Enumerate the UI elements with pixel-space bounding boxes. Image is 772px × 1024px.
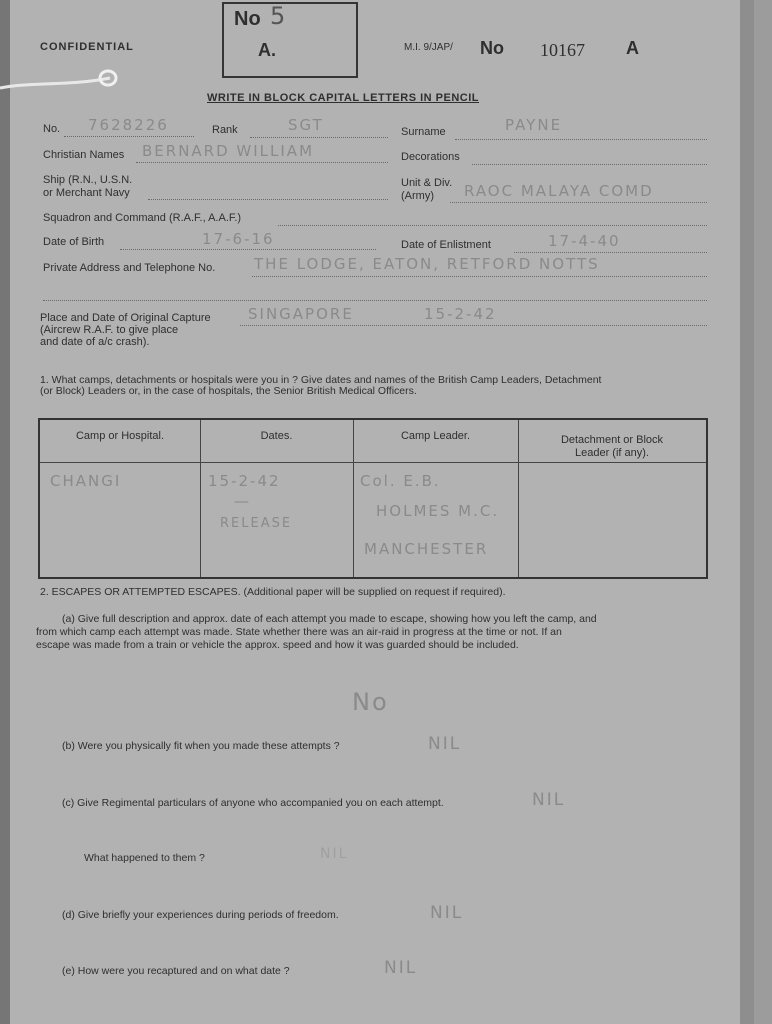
dates-from-value: 15-2-42 [208, 472, 281, 490]
ship-label: Ship (R.N., U.S.N. [43, 174, 133, 186]
surname-value: PAYNE [505, 116, 563, 134]
question-2a-line-2: from which camp each attempt was made. State whether there was an air-raid in progress at the time or not. If an [36, 626, 562, 638]
capture-aircrew-label: (Aircrew R.A.F. to give place [40, 324, 179, 336]
capture-line [240, 325, 707, 326]
question-1-line-2: (or Block) Leaders or, in the case of hospitals, the Senior British Medical Officers. [40, 385, 417, 397]
confidential-marking: CONFIDENTIAL [40, 41, 134, 53]
header-camp-or-hospital: Camp or Hospital. [75, 430, 165, 442]
question-2a-line-1: (a) Give full description and approx. date of each attempt you made to escape, showing how you left the camp, and [62, 613, 597, 625]
no-label: No. [43, 123, 61, 135]
answer-2e: NIL [384, 958, 418, 978]
squadron-line [278, 225, 707, 226]
address-line-2 [43, 300, 707, 301]
capture-date-value: 15-2-42 [424, 305, 497, 323]
answer-2a: No [352, 688, 389, 716]
table-header-rule [40, 462, 706, 463]
stamp-label-no: No [234, 8, 261, 30]
header-dates: Dates. [260, 430, 293, 442]
ship-line [148, 199, 388, 200]
answer-2b: NIL [428, 734, 462, 754]
leader-value-3: MANCHESTER [364, 540, 489, 558]
dates-to-value: RELEASE [220, 516, 293, 531]
question-1-line-1: 1. What camps, detachments or hospitals were you in ? Give dates and names of the British Camp Leaders, Detachment [40, 374, 602, 386]
form-instruction: WRITE IN BLOCK CAPITAL LETTERS IN PENCIL [207, 92, 479, 104]
answer-2d: NIL [430, 903, 464, 923]
page-stack-edge-outer [754, 0, 772, 1024]
binder-edge [0, 0, 10, 1024]
surname-label: Surname [401, 126, 446, 138]
service-number-value: 7628226 [88, 116, 169, 134]
question-2e: (e) How were you recaptured and on what date ? [62, 965, 290, 977]
dates-dash: — [234, 492, 251, 510]
christian-names-line [136, 162, 388, 163]
surname-line [455, 139, 707, 140]
address-line [252, 276, 707, 277]
question-2b: (b) Were you physically fit when you made these attempts ? [62, 740, 340, 752]
rank-value: SGT [288, 116, 324, 134]
rank-line [250, 137, 388, 138]
form-no-label: No [480, 38, 504, 58]
form-suffix: A [626, 38, 639, 58]
address-label: Private Address and Telephone No. [43, 262, 216, 274]
dob-label: Date of Birth [43, 236, 105, 248]
unit-label: Unit & Div. [401, 177, 453, 189]
binding-string-icon [0, 60, 130, 100]
question-2-heading: 2. ESCAPES OR ATTEMPTED ESCAPES. (Additional paper will be supplied on request if required). [40, 586, 506, 598]
table-divider [200, 420, 201, 577]
leader-value-2: HOLMES M.C. [376, 502, 500, 520]
capture-crash-label: and date of a/c crash). [40, 336, 150, 348]
decorations-label: Decorations [401, 151, 460, 163]
form-number: 10167 [540, 40, 585, 60]
dob-line [120, 249, 376, 250]
unit-line [450, 202, 707, 203]
enlistment-line [514, 252, 707, 253]
question-2c-followup: What happened to them ? [84, 852, 205, 864]
capture-place-value: SINGAPORE [248, 305, 354, 323]
capture-label: Place and Date of Original Capture [40, 312, 211, 324]
unit-value: RAOC MALAYA COMD [464, 182, 654, 200]
christian-names-value: BERNARD WILLIAM [142, 142, 315, 160]
enlistment-value: 17-4-40 [548, 232, 621, 250]
rank-label: Rank [212, 124, 238, 136]
header-detachment-leader-2: Leader (if any). [575, 447, 649, 459]
stamp-letter: A. [258, 40, 276, 60]
question-2d: (d) Give briefly your experiences during periods of freedom. [62, 909, 339, 921]
decorations-line [472, 164, 707, 165]
army-label: (Army) [401, 190, 434, 202]
merchant-navy-label: or Merchant Navy [43, 187, 130, 199]
address-value: THE LODGE, EATON, RETFORD NOTTS [254, 255, 600, 273]
answer-2c-followup: NIL [320, 846, 349, 862]
question-2c: (c) Give Regimental particulars of anyone who accompanied you on each attempt. [62, 797, 444, 809]
squadron-label: Squadron and Command (R.A.F., A.A.F.) [43, 212, 242, 224]
question-2a-line-3: escape was made from a train or vehicle the approx. speed and how it was guarded should be included. [36, 639, 519, 651]
enlistment-label: Date of Enlistment [401, 239, 491, 251]
stamp-number: 5 [270, 2, 288, 30]
camp-table [38, 418, 708, 579]
mi-reference: M.I. 9/JAP/ [404, 42, 453, 53]
no-line [64, 136, 194, 137]
camp-value: CHANGI [50, 472, 122, 490]
leader-value-1: Col. E.B. [360, 472, 441, 490]
dob-value: 17-6-16 [202, 230, 275, 248]
table-divider [353, 420, 354, 577]
header-detachment-leader: Detachment or Block [560, 434, 664, 446]
page-stack-edge [740, 0, 754, 1024]
header-camp-leader: Camp Leader. [400, 430, 471, 442]
answer-2c: NIL [532, 790, 566, 810]
christian-names-label: Christian Names [43, 149, 125, 161]
